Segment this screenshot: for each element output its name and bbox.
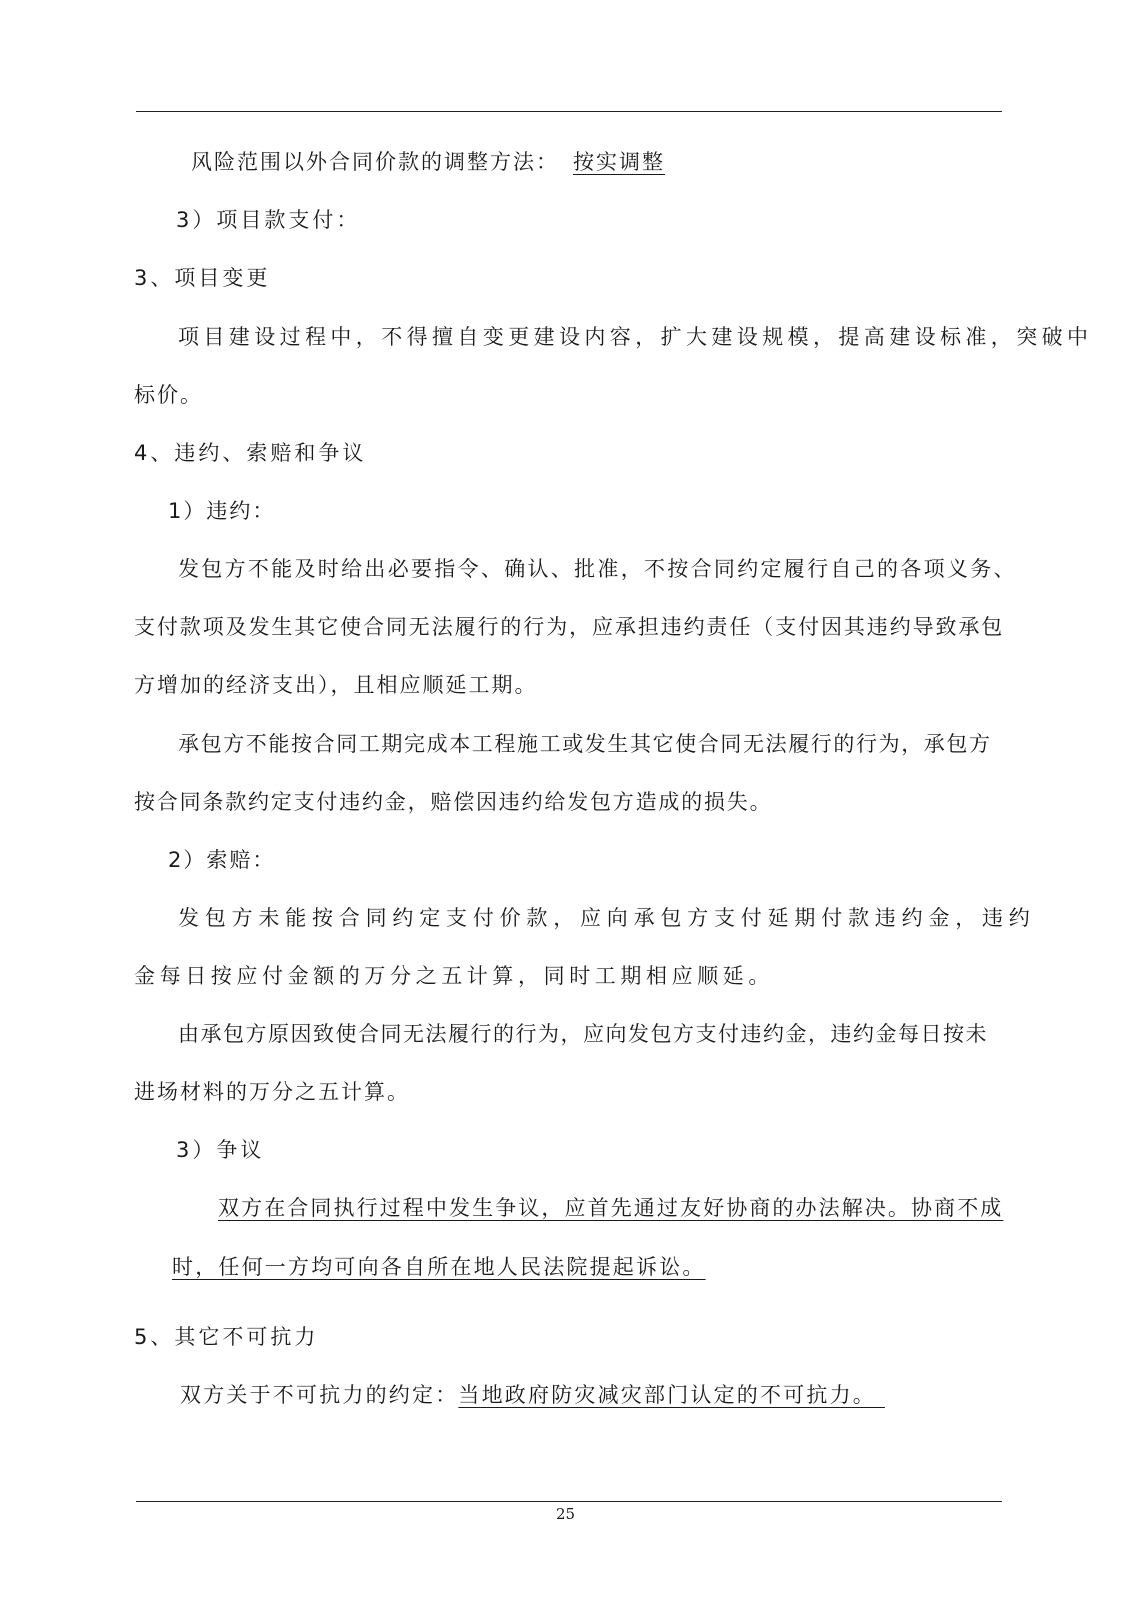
paragraph-line: 金每日按应付金额的万分之五计算，同时工期相应顺延。 bbox=[134, 964, 774, 988]
price-adjustment-value: 按实调整 bbox=[573, 150, 665, 174]
dispute-clause-line: 双方在合同执行过程中发生争议，应首先通过友好协商的办法解决。协商不成 bbox=[218, 1196, 1004, 1220]
paragraph-line: 按合同条款约定支付违约金，赔偿因违约给发包方造成的损失。 bbox=[134, 790, 773, 814]
paragraph-line: 进场材料的万分之五计算。 bbox=[134, 1080, 410, 1104]
dispute-subheading: 3）争议 bbox=[176, 1138, 265, 1162]
paragraph-line: 方增加的经济支出），且相应顺延工期。 bbox=[134, 673, 538, 697]
paragraph-line: 发包方未能按合同约定支付价款，应向承包方支付延期付款违约金，违约 bbox=[178, 906, 1036, 930]
force-majeure-label: 双方关于不可抗力的约定： bbox=[180, 1383, 459, 1407]
payment-subheading: 3）项目款支付： bbox=[176, 208, 361, 232]
paragraph-line: 由承包方原因致使合同无法履行的行为，应向发包方支付违约金，违约金每日按未 bbox=[178, 1022, 988, 1046]
section-heading-force-majeure: 5、其它不可抗力 bbox=[134, 1325, 319, 1349]
section-heading-change: 3、项目变更 bbox=[134, 266, 271, 290]
force-majeure-line bbox=[180, 1380, 885, 1410]
page-number: 25 bbox=[555, 1505, 576, 1523]
paragraph-line: 项目建设过程中，不得擅自变更建设内容，扩大建设规模，提高建设标准，突破中 bbox=[178, 325, 1093, 349]
paragraph-line: 标价。 bbox=[134, 383, 203, 407]
claim-subheading: 2）索赔： bbox=[168, 848, 276, 872]
paragraph-line: 发包方不能及时给出必要指令、确认、批准，不按合同约定履行自己的各项义务、 bbox=[178, 557, 1017, 581]
force-majeure-value: 当地政府防灾减灾部门认定的不可抗力。 bbox=[458, 1383, 877, 1407]
price-adjustment-line bbox=[191, 147, 665, 177]
price-adjustment-label: 风险范围以外合同价款的调整方法： bbox=[191, 150, 559, 174]
section-heading-breach: 4、违约、索赔和争议 bbox=[134, 441, 367, 465]
header-rule bbox=[136, 111, 1002, 112]
breach-subheading: 1）违约： bbox=[168, 499, 276, 523]
paragraph-line: 支付款项及发生其它使合同无法履行的行为，应承担违约责任（支付因其违约导致承包 bbox=[134, 615, 1005, 639]
dispute-clause-line: 时，任何一方均可向各自所在地人民法院提起诉讼。 bbox=[172, 1255, 706, 1279]
paragraph-line: 承包方不能按合同工期完成本工程施工或发生其它使合同无法履行的行为，承包方 bbox=[178, 732, 992, 756]
footer-rule bbox=[136, 1501, 1002, 1502]
